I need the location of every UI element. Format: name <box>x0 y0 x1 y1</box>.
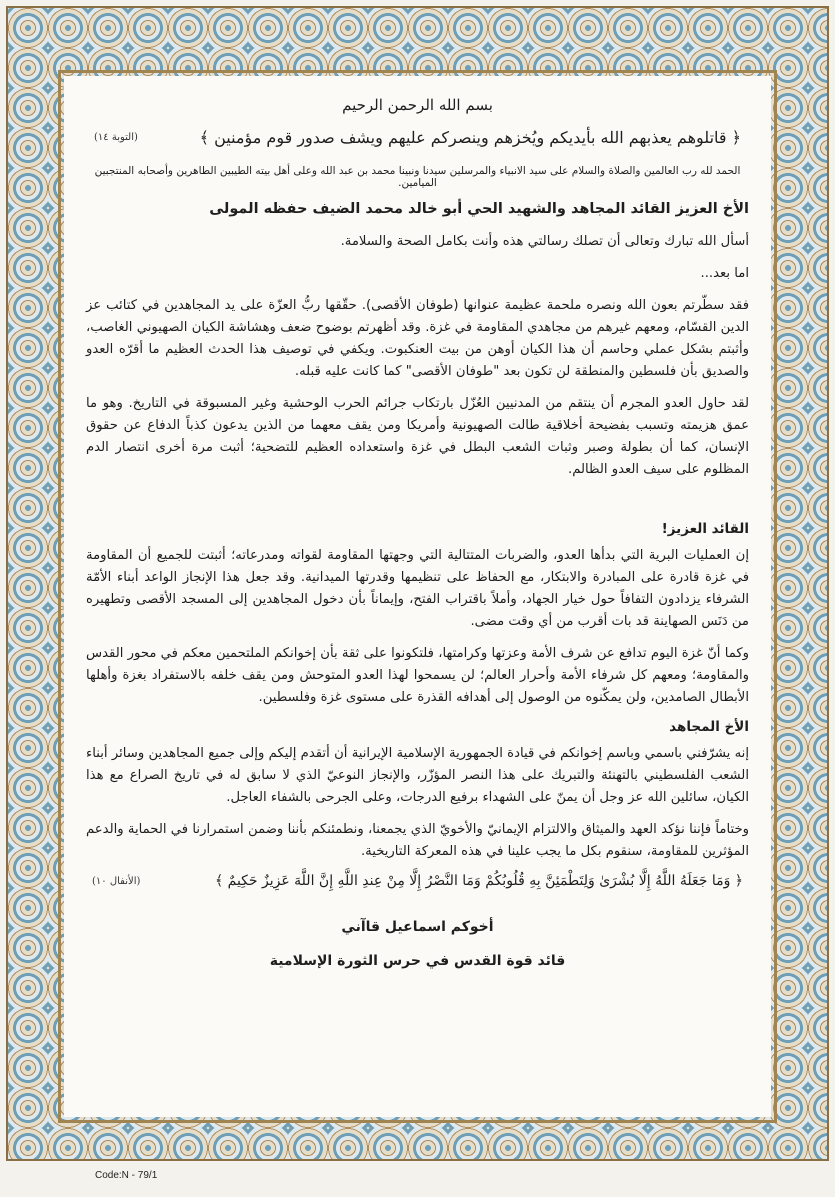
paragraph-operations: إن العمليات البرية التي بدأها العدو، والضربات المتتالية التي وجهتها المقاومة لقواته ومدرعاته؛ أثبتت للجميع أن المقاومة في غزة قادرة على المبادرة والابتكار، مع الحفاظ على تنظيمها وقدرتها الميدانية. وقد جعل هذا الإنجاز الواعد أبناء الأمّة الشرفاء يزدادون التفافاً حول خيار الجهاد، وأملاً باقتراب الفتح، وإيماناً بأن دخول المجاهدين إلى المسجد الأقصى وتطهيره من دَنَس الصهاينة قد بات أقرب من أي وقت مضى. <box>86 548 749 629</box>
heading-brother: الأخ المجاهد <box>669 719 749 735</box>
paragraph-closing: وختاماً فإننا نؤكد العهد والميثاق والالتزام الإيمانيّ والأخويّ الذي يجمعنا، ونطمئنكم بأننا وضمن استمرارنا في الحماية والدعم المؤثرين للمقاومة، سنقوم بكل ما يجب علينا في هذه المعركة التاريخية. <box>86 822 749 859</box>
quran-verse-bottom <box>92 873 743 889</box>
spacer <box>86 491 749 521</box>
letter-page <box>64 76 771 1117</box>
verse-bottom-text: ﴿ وَمَا جَعَلَهُ اللَّهُ إِلَّا بُشْرَىٰ وَلِتَطْمَئِنَّ بِهِ قُلُوبُكُمْ وَمَا النَّصْرُ إِلَّا مِنْ عِندِ اللَّهِ إِنَّ اللَّهَ عَزِيزٌ حَكِيمٌ ﴾ <box>214 873 743 889</box>
paragraph-flood: فقد سطّرتم بعون الله ونصره ملحمة عظيمة عنوانها (طوفان الأقصى). حقّقها ربُّ العزّة على يد المجاهدين في كتائب عز الدين القسّام، ومعهم غيرهم من مجاهدي المقاومة في غزة. وقد أظهرتم بوضوح ضعف وهشاشة الكيان الصهيوني الغاصب، وأثبتم بشكل عملي وحاسم أن هذا الكيان أوهن من بيت العنكبوت. ويكفي في توصيف هذا الحدث العظيم ما أقرّه العدو والصديق بأن فلسطين والمنطقة لن تكون بعد "طوفان الأقصى" كما كانت عليه قبله. <box>86 298 749 379</box>
paragraph-congratulation: إنه يشرّفني باسمي وباسم إخوانكم في قيادة الجمهورية الإسلامية الإيرانية أن أتقدم إليكم وإلى جميع المجاهدين وسائر أبناء الشعب الفلسطيني بالتهنئة والتبريك على هذا النصر المؤزّر، والإنجاز النوعيّ الذي لا سابق له في تاريخ الصراع مع هذا الكيان، سائلين الله عز وجل أن يمنّ على الشهداء برفيع الدرجات، وعلى الجرحى بالشفاء العاجل. <box>86 746 749 805</box>
paragraph-gaza: وكما أنّ غزة اليوم تدافع عن شرف الأمة وعزتها وكرامتها، فلتكونوا على ثقة بأن إخوانكم الملتحمين معكم في محور القدس والمقاومة؛ ومعهم كل شرفاء الأمة وأحرار العالم؛ لن يسمحوا لهذا العدو المتوحش ومن يقف خلفه بالاستفراد بغزة وأهلها الأبطال الصامدين، ولن يمكّنوه من الوصول إلى أهدافه القذرة على مستوى غزة وفلسطين. <box>86 646 749 705</box>
paragraph-amma-bad: اما بعد... <box>700 266 749 281</box>
salutation: الأخ العزيز القائد المجاهد والشهيد الحي أبو خالد محمد الضيف حفظه المولى <box>209 201 749 217</box>
basmala: بسم الله الرحمن الرحيم <box>342 96 493 114</box>
verse-bottom-reference: (الأنفال ١٠) <box>92 875 141 887</box>
paragraph-greeting: أسأل الله تبارك وتعالى أن تصلك رسالتي هذه وأنت بكامل الصحة والسلامة. <box>340 234 749 249</box>
verse-top-reference: (التوبة ١٤) <box>94 132 138 143</box>
heading-dear-leader: القائد العزيز! <box>661 521 749 537</box>
opening-praise: الحمد لله رب العالمين والصلاة والسلام على سيد الانبياء والمرسلين سيدنا ونبينا محمد بن عبد الله وعلى أهل بيته الطيبين الطاهرين وأصحابه المنتجبين الميامين. <box>94 165 741 189</box>
signature-name: أخوكم اسماعيل قاآني <box>341 919 494 935</box>
document-code: Code:N - 79/1 <box>95 1170 158 1181</box>
quran-verse-top <box>94 128 741 147</box>
verse-top-text: ﴿ قاتلوهم يعذبهم الله بأيديكم ويُخزهم وينصركم عليهم ويشف صدور قوم مؤمنين ﴾ <box>199 128 741 147</box>
paragraph-enemy: لقد حاول العدو المجرم أن ينتقم من المدنيين العُزّل بارتكاب جرائم الحرب الوحشية وغير المسبوقة في التاريخ. وهو ما عمق هزيمته وتسبب بفضيحة أخلاقية طالت الصهيونية وأمريكا ومن يقف معهما من الذين يدعون كذباً الدفاع عن حقوق الإنسان، كما أن بطولة وصبر وثبات الشعب البطل في غزة واستعداده العظيم للتضحية؛ أثبت مرة أخرى انتصار الدم المظلوم على سيف العدو الظالم. <box>86 396 749 477</box>
signature-title: قائد قوة القدس في حرس الثورة الإسلامية <box>269 953 566 969</box>
